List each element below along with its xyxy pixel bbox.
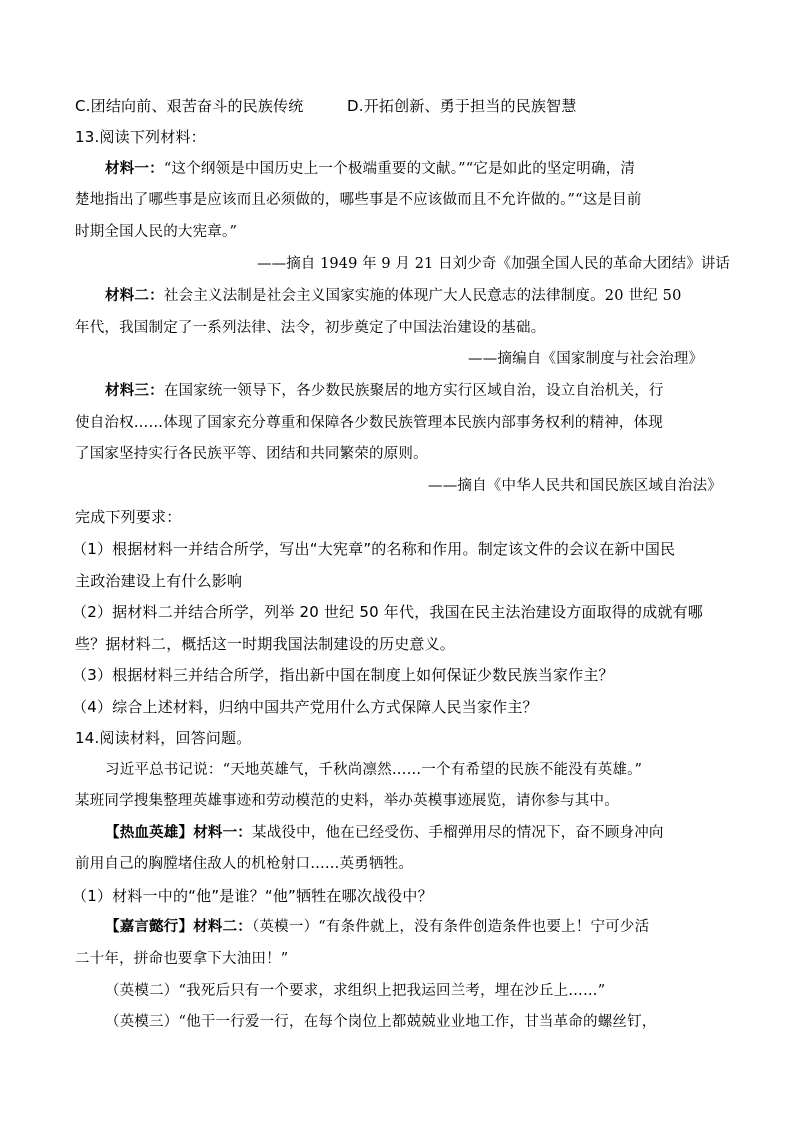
material-3-text-1: 在国家统一领导下，各少数民族聚居的地方实行区域自治，设立自治机关，行 bbox=[163, 383, 664, 399]
material-2-source: ——摘编自《国家制度与社会治理》 bbox=[468, 351, 704, 367]
section-2-label: 材料二： bbox=[193, 918, 253, 935]
section-1-label: 材料一： bbox=[193, 824, 253, 841]
material-1-line-3: 时期全国人民的大宪章。” bbox=[75, 224, 238, 240]
material-2-text-1: 社会主义法制是社会主义国家实施的体现广大人民意志的法律制度。20 世纪 50 bbox=[163, 288, 682, 304]
section-1-line-2: 前用自己的胸膛堵住敌人的机枪射口……英勇牺牲。 bbox=[75, 856, 414, 872]
question-14-1: （1）材料一中的“他”是谁？“他”牺牲在哪次战役中？ bbox=[72, 887, 433, 905]
material-2-line-1 bbox=[105, 286, 682, 306]
q14-intro-line-1: 习近平总书记说：“天地英雄气，千秋尚凛然……一个有希望的民族不能没有英雄。” bbox=[105, 762, 643, 778]
material-1-source: ——摘自 1949 年 9 月 21 日刘少奇《加强全国人民的革命大团结》讲话 bbox=[257, 256, 731, 272]
section-2-model-3: （英模三）“他干一行爱一行，在每个岗位上都兢兢业业地工作，甘当革命的螺丝钉， bbox=[105, 1014, 657, 1030]
section-2-model-2: （英模二）“我死后只有一个要求，求组织上把我运回兰考，埋在沙丘上……” bbox=[105, 983, 606, 999]
question-14-heading: 14.阅读材料，回答问题。 bbox=[75, 729, 252, 747]
question-13-heading: 13.阅读下列材料： bbox=[75, 128, 206, 146]
material-3-line-3: 了国家坚持实行各民族平等、团结和共同繁荣的原则。 bbox=[75, 446, 428, 462]
material-3-source: ——摘自《中华人民共和国民族区域自治法》 bbox=[428, 478, 722, 494]
question-13-2-line-1: （2）据材料二并结合所学，列举 20 世纪 50 年代，我国在民主法治建设方面取得的成就有哪 bbox=[72, 603, 703, 621]
section-1-line-1 bbox=[105, 823, 664, 843]
question-13-2-line-2: 些？据材料二，概括这一时期我国法制建设的历史意义。 bbox=[75, 635, 456, 653]
material-1-line-2: 楚地指出了哪些事是应该而且必须做的，哪些事是不应该做而且不允许做的。”“这是目前 bbox=[75, 192, 642, 208]
task-heading: 完成下列要求： bbox=[75, 508, 182, 526]
section-2-line-1 bbox=[105, 917, 649, 937]
section-1-tag: 【热血英雄】 bbox=[105, 824, 194, 841]
section-1-text-1: 某战役中，他在已经受伤、手榴弹用尽的情况下，奋不顾身冲向 bbox=[252, 825, 664, 841]
section-2-text-1: （英模一）“有条件就上，没有条件创造条件也要上！宁可少活 bbox=[252, 919, 650, 935]
q14-intro-line-2: 某班同学搜集整理英雄事迹和劳动模范的史料，举办英模事迹展览，请你参与其中。 bbox=[75, 793, 619, 809]
question-13-1-line-1: （1）根据材料一并结合所学，写出“大宪章”的名称和作用。制定该文件的会议在新中国民 bbox=[72, 540, 676, 558]
material-1-text-1: “这个纲领是中国历史上一个极端重要的文献。”“它是如此的坚定明确，清 bbox=[163, 161, 636, 177]
material-3-line-1 bbox=[105, 381, 664, 401]
material-1-line-1 bbox=[105, 159, 635, 179]
section-2-tag: 【嘉言懿行】 bbox=[105, 918, 194, 935]
material-2-label: 材料二： bbox=[105, 287, 164, 304]
material-2-line-2: 年代，我国制定了一系列法律、法令，初步奠定了中国法治建设的基础。 bbox=[75, 320, 546, 336]
option-d: D.开拓创新、勇于担当的民族智慧 bbox=[347, 97, 577, 115]
material-1-label: 材料一： bbox=[105, 160, 164, 177]
question-13-1-line-2: 主政治建设上有什么影响 bbox=[75, 572, 243, 590]
material-3-line-2: 使自治权……体现了国家充分尊重和保障各少数民族管理本民族内部事务权利的精神，体现 bbox=[75, 415, 663, 431]
section-2-line-2: 二十年，拼命也要拿下大油田！” bbox=[75, 951, 289, 967]
question-13-4: （4）综合上述材料，归纳中国共产党用什么方式保障人民当家作主？ bbox=[72, 698, 538, 716]
material-3-label: 材料三： bbox=[105, 382, 164, 399]
option-c: C.团结向前、艰苦奋斗的民族传统 bbox=[75, 97, 304, 115]
question-13-3: （3）根据材料三并结合所学，指出新中国在制度上如何保证少数民族当家作主？ bbox=[72, 666, 614, 684]
